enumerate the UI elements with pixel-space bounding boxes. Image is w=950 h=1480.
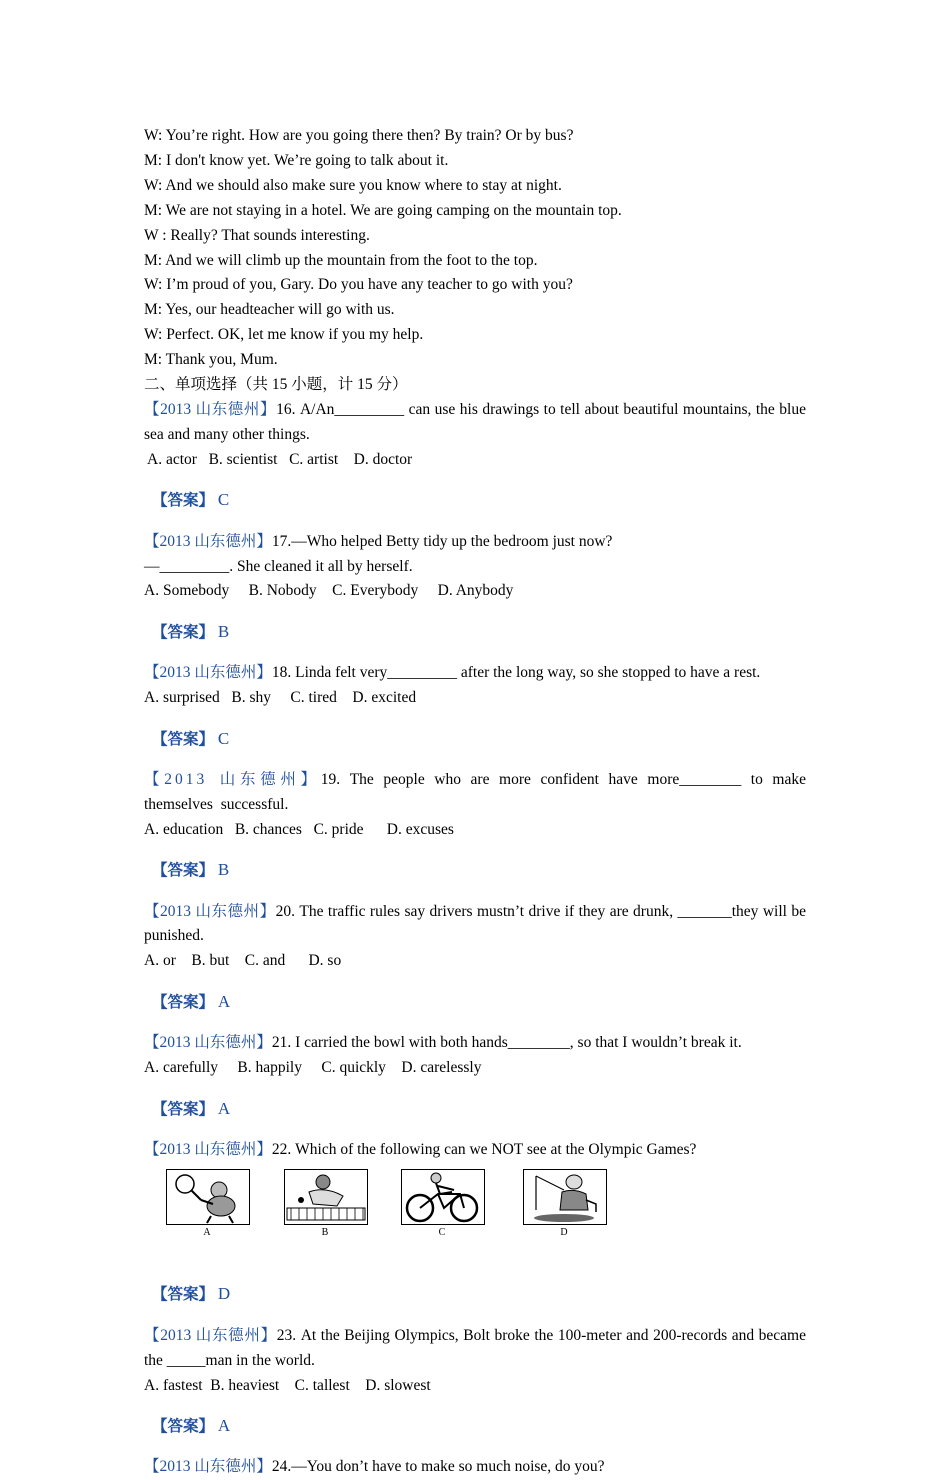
question-20: [144, 900, 806, 1016]
answer-value: C: [217, 728, 230, 748]
answer-label: 【答案】: [152, 623, 215, 641]
question-options: A. education B. chances C. pride D. excuses: [144, 820, 454, 838]
question-stem: 16. A/An_________ can use his drawings to tell about beautiful mountains, the blue sea and many other things.: [144, 400, 806, 443]
document-page: [144, 124, 806, 1480]
question-source: 【2013 山东德州】: [144, 1326, 277, 1344]
question-18: [144, 661, 806, 752]
question-stem: 17.—Who helped Betty tidy up the bedroom just now?: [271, 532, 613, 550]
dialogue-line: M: I don't know yet. We’re going to talk about it.: [144, 151, 449, 169]
question-options: A. actor B. scientist C. artist D. doctor: [144, 450, 413, 468]
question-22: [144, 1138, 806, 1308]
fishing-person-icon: [523, 1169, 607, 1225]
question-stem: 20. The traffic rules say drivers mustn’t drive if they are drunk, _______they will be punished.: [144, 902, 806, 945]
tennis-player-icon: [166, 1169, 250, 1225]
dialogue-line: M: And we will climb up the mountain from the foot to the top.: [144, 251, 538, 269]
question-source: 【2013 山东德州】: [144, 664, 272, 682]
answer-value: A: [217, 1098, 231, 1118]
question-options: A. carefully B. happily C. quickly D. carelessly: [144, 1059, 482, 1077]
dialogue-line: W: I’m proud of you, Gary. Do you have any teacher to go with you?: [144, 276, 573, 294]
dialogue-line: M: We are not staying in a hotel. We are going camping on the mountain top.: [144, 201, 622, 219]
picture-options: [144, 1169, 806, 1267]
question-source: 【2013 山东德州】: [144, 400, 277, 418]
question-21: [144, 1031, 806, 1122]
question-source: 【2013 山东德州】: [144, 902, 276, 920]
question-17: [144, 530, 806, 646]
table-tennis-player-icon: [284, 1169, 368, 1225]
dialogue-line: M: Thank you, Mum.: [144, 351, 278, 369]
dialogue: [144, 124, 806, 373]
answer-label: 【答案】: [152, 1417, 215, 1435]
answer-value: D: [217, 1284, 231, 1304]
answer-value: B: [217, 860, 230, 880]
question-options: A. or B. but C. and D. so: [144, 952, 342, 970]
question-options: A. fastest B. heaviest C. tallest D. slowest: [144, 1376, 431, 1394]
question-16: [144, 398, 806, 514]
picture-label: B: [321, 1226, 329, 1238]
answer-value: C: [217, 490, 230, 510]
picture-label: A: [203, 1226, 211, 1238]
section-heading: 二、单项选择（共 15 小题，计 15 分）: [144, 376, 408, 394]
question-options: A. Somebody B. Nobody C. Everybody D. Anybody: [144, 582, 514, 600]
question-stem: 23. At the Beijing Olympics, Bolt broke the 100-meter and 200-records and became the _____man in the world.: [144, 1326, 806, 1369]
dialogue-line: W: You’re right. How are you going there then? By train? Or by bus?: [144, 127, 574, 144]
dialogue-line: W : Really? That sounds interesting.: [144, 226, 370, 244]
answer-label: 【答案】: [152, 993, 215, 1011]
dialogue-line: M: Yes, our headteacher will go with us.: [144, 301, 395, 319]
answer-label: 【答案】: [152, 1100, 215, 1118]
answer-label: 【答案】: [152, 492, 215, 510]
answer-value: B: [217, 621, 230, 641]
question-23: [144, 1324, 806, 1440]
picture-label: C: [438, 1226, 446, 1238]
question-24: [144, 1455, 806, 1480]
question-19: [144, 768, 806, 884]
answer-label: 【答案】: [152, 1286, 215, 1304]
question-source: 【2013 山东德州】: [144, 532, 272, 550]
question-stem: 19. The people who are more confident have more________ to make themselves successful.: [144, 770, 806, 813]
question-stem: 18. Linda felt very_________ after the long way, so she stopped to have a rest.: [271, 664, 761, 682]
question-stem: 21. I carried the bowl with both hands________, so that I wouldn’t break it.: [271, 1034, 742, 1052]
question-source: 【2013 山东德州】: [144, 1458, 272, 1476]
question-stem: 22. Which of the following can we NOT see at the Olympic Games?: [271, 1140, 697, 1158]
question-stem-line2: —_________. She cleaned it all by herself.: [144, 557, 413, 575]
question-source: 【2013 山东德州】: [144, 1034, 272, 1052]
dialogue-line: W: And we should also make sure you know where to stay at night.: [144, 176, 562, 194]
answer-value: A: [217, 991, 231, 1011]
picture-label: D: [560, 1226, 568, 1238]
question-source: 【2013 山东德州】: [144, 1140, 272, 1158]
question-options: A. surprised B. shy C. tired D. excited: [144, 689, 417, 707]
dialogue-line: W: Perfect. OK, let me know if you my help.: [144, 326, 424, 344]
question-source: 【2013 山东德州】: [144, 770, 321, 788]
answer-value: A: [217, 1415, 231, 1435]
answer-label: 【答案】: [152, 730, 215, 748]
answer-label: 【答案】: [152, 862, 215, 880]
question-stem: 24.—You don’t have to make so much noise, do you?: [271, 1458, 605, 1476]
cyclist-icon: [401, 1169, 485, 1225]
